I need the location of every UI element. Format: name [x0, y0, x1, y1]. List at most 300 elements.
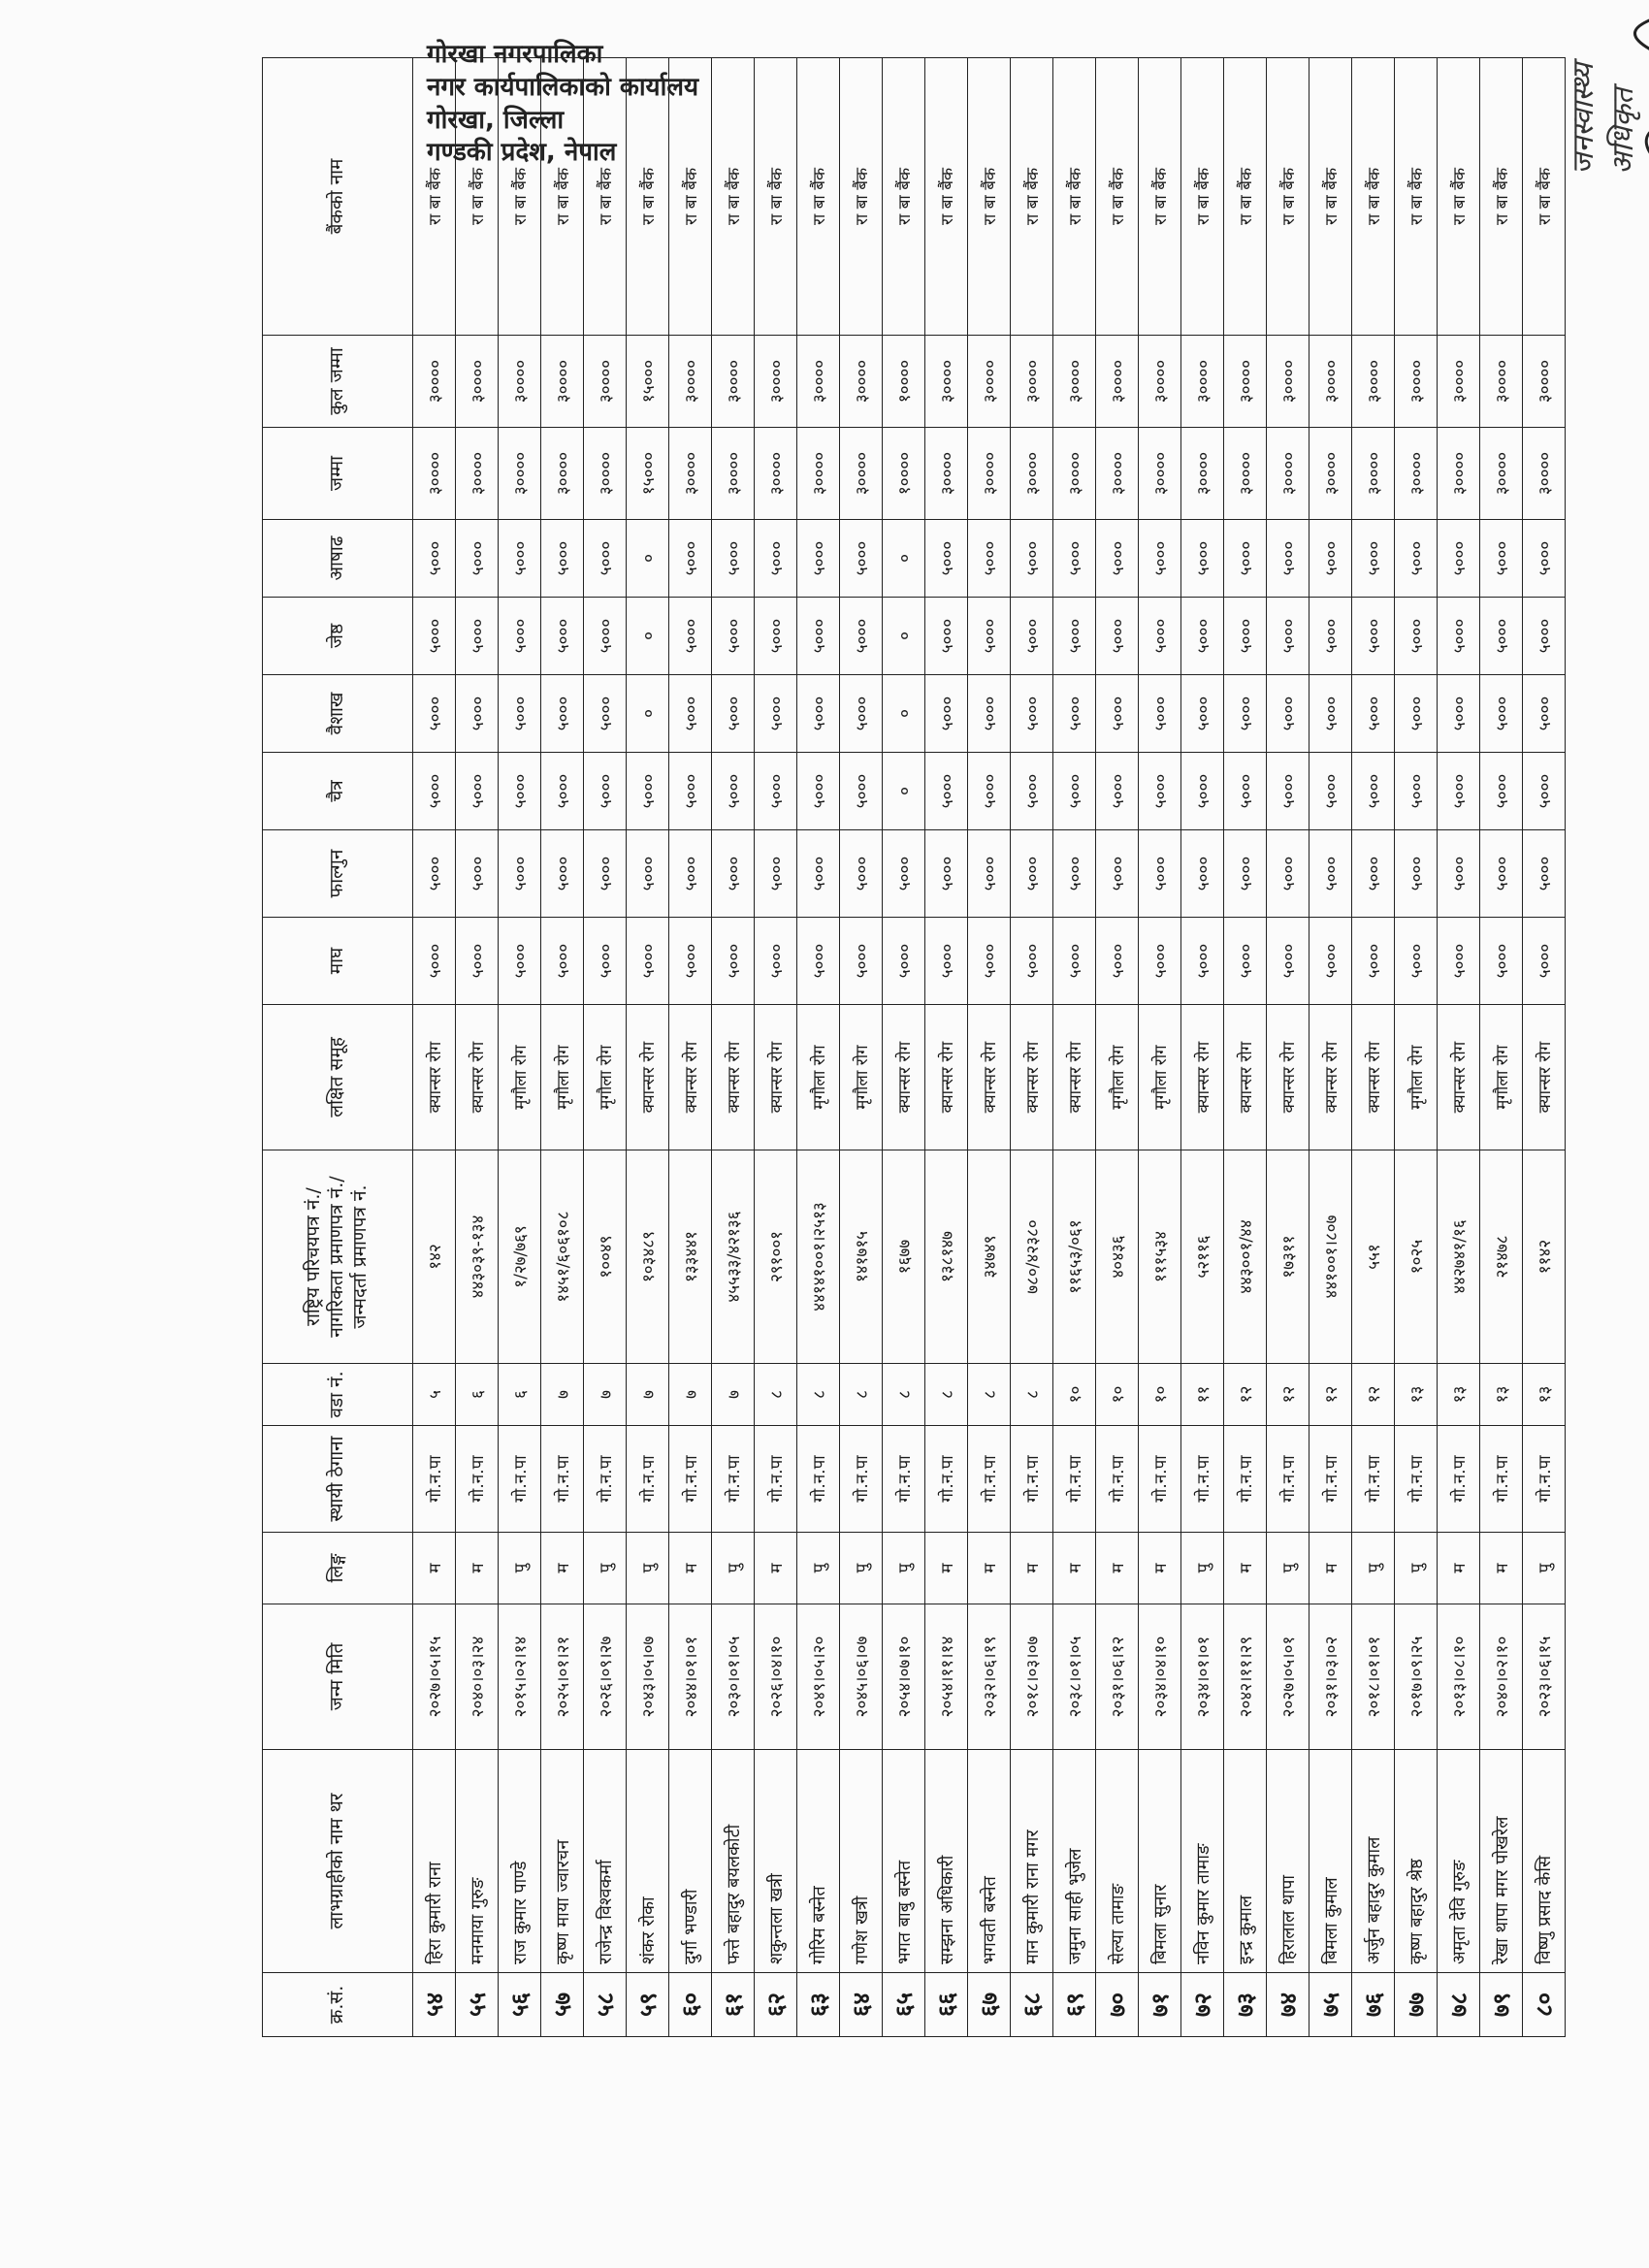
table-cell: ५०००	[968, 830, 1011, 918]
table-cell: ५०००	[1480, 830, 1523, 918]
table-cell: ५०००	[413, 753, 456, 830]
table-cell: ५०००	[1480, 520, 1523, 598]
table-row	[755, 58, 797, 2037]
table-cell: २०१५।०२।१४	[499, 1604, 541, 1750]
table-cell: १४२	[413, 1150, 456, 1364]
table-cell: क्यान्सर रोग	[883, 1005, 925, 1150]
column-header: चैत्र	[263, 753, 413, 830]
table-row	[669, 58, 712, 2037]
table-cell: ५०००	[1096, 598, 1139, 675]
table-cell: ६२	[755, 1973, 797, 2037]
table-header-row	[263, 58, 413, 2037]
table-cell: ५०००	[1438, 753, 1480, 830]
table-cell: दुर्गा भण्डारी	[669, 1750, 712, 1973]
table-cell: ३००००	[456, 428, 499, 520]
table-cell: ८	[1011, 1364, 1053, 1426]
table-cell: १/२७/७६९	[499, 1150, 541, 1364]
table-cell: फत्ते बहादुर बयलकोटी	[712, 1750, 755, 1973]
table-cell: ४४१००१।८०७	[1310, 1150, 1352, 1364]
table-cell: ३००००	[797, 336, 840, 428]
table-cell: ५०००	[1438, 598, 1480, 675]
table-cell: ५०००	[499, 675, 541, 753]
table-cell: मृगौला रोग	[499, 1005, 541, 1150]
table-cell: म	[1224, 1533, 1267, 1604]
table-cell: ५०००	[541, 753, 584, 830]
table-cell: रा बा बैंक	[627, 58, 669, 336]
table-cell: ३००००	[1352, 428, 1395, 520]
table-cell: ३००००	[712, 428, 755, 520]
table-row	[541, 58, 584, 2037]
table-cell: क्यान्सर रोग	[1310, 1005, 1352, 1150]
column-header: लाभग्राहीको नाम थर	[263, 1750, 413, 1973]
table-cell: म	[1438, 1533, 1480, 1604]
column-header: राष्ट्रिय परिचयपत्र नं./नागरिकता प्रमाणपत्र नं./जन्मदर्ता प्रमाणपत्र नं.	[263, 1150, 413, 1364]
table-cell: ७४	[1267, 1973, 1310, 2037]
table-cell: ५०००	[755, 918, 797, 1005]
table-cell: रा बा बैंक	[1480, 58, 1523, 336]
table-cell: गो.न.पा	[883, 1426, 925, 1533]
table-cell: ५०००	[1438, 675, 1480, 753]
table-cell: २०३२।०६।१९	[968, 1604, 1011, 1750]
table-cell: २०२३।०६।१५	[1523, 1604, 1566, 1750]
table-cell: रा बा बैंक	[1139, 58, 1181, 336]
table-cell: ७	[541, 1364, 584, 1426]
table-cell: ५०००	[499, 918, 541, 1005]
table-cell: ३००००	[925, 336, 968, 428]
table-cell: २०२५।०१।२१	[541, 1604, 584, 1750]
table-row	[627, 58, 669, 2037]
table-cell: रा बा बैंक	[1224, 58, 1267, 336]
table-cell: ५०००	[1181, 520, 1224, 598]
table-cell: पु	[840, 1533, 883, 1604]
table-cell: ५०००	[797, 520, 840, 598]
table-cell: हिरा कुमारी राना	[413, 1750, 456, 1973]
table-cell: मान कुमारी राना मगर	[1011, 1750, 1053, 1973]
table-cell: ५०००	[1096, 520, 1139, 598]
table-cell: ५०००	[925, 753, 968, 830]
table-cell: १००००	[883, 428, 925, 520]
column-header: फाल्गुन	[263, 830, 413, 918]
table-row	[456, 58, 499, 2037]
table-cell: ५०००	[755, 520, 797, 598]
table-cell: गो.न.पा	[1310, 1426, 1352, 1533]
table-cell: ५०००	[1480, 753, 1523, 830]
table-cell: ६	[456, 1364, 499, 1426]
column-header: लक्षित समूह	[263, 1005, 413, 1150]
table-cell: क्यान्सर रोग	[413, 1005, 456, 1150]
table-cell: विष्णु प्रसाद केसि	[1523, 1750, 1566, 1973]
table-row	[1053, 58, 1096, 2037]
table-cell: रा बा बैंक	[1181, 58, 1224, 336]
table-cell: ५०००	[413, 598, 456, 675]
table-cell: सम्झना अधिकारी	[925, 1750, 968, 1973]
table-cell: ५०००	[1395, 675, 1438, 753]
table-cell: म	[968, 1533, 1011, 1604]
table-cell: ३००००	[1181, 336, 1224, 428]
table-cell: ७	[627, 1364, 669, 1426]
table-cell: रा बा बैंक	[968, 58, 1011, 336]
table-cell: ७	[669, 1364, 712, 1426]
table-cell: मनमाया गुरुङ	[456, 1750, 499, 1973]
column-header: स्थायी ठेगाना	[263, 1426, 413, 1533]
table-row	[1395, 58, 1438, 2037]
table-cell: २०४९।०५।२०	[797, 1604, 840, 1750]
table-cell: १७३११	[1267, 1150, 1310, 1364]
table-cell: ५०००	[840, 675, 883, 753]
table-cell: २०१८।०१।०१	[1352, 1604, 1395, 1750]
table-cell: ६९	[1053, 1973, 1096, 2037]
table-cell: रा बा बैंक	[456, 58, 499, 336]
table-cell: १०२५	[1395, 1150, 1438, 1364]
table-cell: ७३	[1224, 1973, 1267, 2037]
table-cell: ५०००	[1053, 830, 1096, 918]
table-cell: ३००००	[669, 428, 712, 520]
table-cell: गो.न.पा	[755, 1426, 797, 1533]
table-cell: रा बा बैंक	[883, 58, 925, 336]
table-cell: १११५३४	[1139, 1150, 1181, 1364]
table-cell: भगवती बस्नेत	[968, 1750, 1011, 1973]
table-cell: पु	[883, 1533, 925, 1604]
column-header: कुल जम्मा	[263, 336, 413, 428]
table-cell: ११४२	[1523, 1150, 1566, 1364]
table-cell: ५०००	[1053, 520, 1096, 598]
table-cell: ३००००	[584, 428, 627, 520]
table-cell: रा बा बैंक	[1267, 58, 1310, 336]
table-cell: ५०००	[797, 918, 840, 1005]
table-cell: ५०००	[1438, 918, 1480, 1005]
table-cell: ७८०/४२३८०	[1011, 1150, 1053, 1364]
table-cell: क्यान्सर रोग	[1523, 1005, 1566, 1150]
table-cell: २०२७।०५।१५	[413, 1604, 456, 1750]
table-cell: ५०००	[413, 675, 456, 753]
table-cell: ५०००	[1181, 598, 1224, 675]
table-cell: ५०००	[1523, 520, 1566, 598]
table-cell: ५०००	[968, 918, 1011, 1005]
table-cell: १२	[1224, 1364, 1267, 1426]
table-cell: ७	[584, 1364, 627, 1426]
table-cell: ३००००	[755, 428, 797, 520]
table-cell: रा बा बैंक	[584, 58, 627, 336]
table-cell: ५०००	[1181, 753, 1224, 830]
table-cell: ५०००	[1139, 918, 1181, 1005]
table-cell: क्यान्सर रोग	[925, 1005, 968, 1150]
table-cell: ५०००	[1523, 753, 1566, 830]
table-cell: ३००००	[797, 428, 840, 520]
table-cell: रा बा बैंक	[797, 58, 840, 336]
table-cell: गो.न.पा	[669, 1426, 712, 1533]
table-cell: ५०००	[584, 675, 627, 753]
table-cell: ३००००	[1139, 428, 1181, 520]
table-cell: ७७	[1395, 1973, 1438, 2037]
table-cell: ५४	[413, 1973, 456, 2037]
table-cell: गो.न.पा	[1438, 1426, 1480, 1533]
table-cell: ५०००	[1352, 753, 1395, 830]
table-cell: पु	[1352, 1533, 1395, 1604]
table-cell: शंकर रोका	[627, 1750, 669, 1973]
table-cell: ५०००	[883, 830, 925, 918]
table-cell: गो.न.पा	[1267, 1426, 1310, 1533]
table-row	[883, 58, 925, 2037]
table-cell: १००४९	[584, 1150, 627, 1364]
table-cell: रा बा बैंक	[1438, 58, 1480, 336]
table-cell: ५०००	[456, 520, 499, 598]
table-cell: ०	[627, 520, 669, 598]
table-cell: रा बा बैंक	[1053, 58, 1096, 336]
approver-stamp: जनस्वास्थ्य अधिकृत	[1567, 62, 1640, 175]
table-cell: ६०	[669, 1973, 712, 2037]
table-row	[1352, 58, 1395, 2037]
table-cell: १००००	[883, 336, 925, 428]
table-cell: १६७७	[883, 1150, 925, 1364]
table-cell: ५०००	[456, 598, 499, 675]
table-cell: क्यान्सर रोग	[1438, 1005, 1480, 1150]
table-cell: ५०००	[1053, 598, 1096, 675]
table-cell: ५०००	[1267, 918, 1310, 1005]
table-cell: ३००००	[1224, 336, 1267, 428]
table-cell: ८	[968, 1364, 1011, 1426]
office-stamp-line: गोरखा नगरपालिका	[427, 40, 603, 69]
table-cell: ३००००	[1480, 336, 1523, 428]
table-cell: २०१८।०३।०७	[1011, 1604, 1053, 1750]
table-row	[1011, 58, 1053, 2037]
table-cell: ५०००	[925, 598, 968, 675]
table-cell: ५०००	[1310, 918, 1352, 1005]
table-cell: ६४	[840, 1973, 883, 2037]
table-cell: ८	[925, 1364, 968, 1426]
table-cell: २०४५।०६।०७	[840, 1604, 883, 1750]
table-cell: ३००००	[499, 428, 541, 520]
column-header: वैशाख	[263, 675, 413, 753]
table-cell: ५०००	[712, 830, 755, 918]
table-cell: शकुन्तला खत्री	[755, 1750, 797, 1973]
table-cell: मृगौला रोग	[1480, 1005, 1523, 1150]
table-cell: इन्द्र कुमाल	[1224, 1750, 1267, 1973]
table-cell: २०२७।०५।०१	[1267, 1604, 1310, 1750]
table-cell: ५०००	[627, 830, 669, 918]
table-cell: ३००००	[968, 336, 1011, 428]
table-cell: रा बा बैंक	[1011, 58, 1053, 336]
table-cell: ५०००	[1139, 520, 1181, 598]
table-cell: ५०००	[1224, 520, 1267, 598]
table-cell: गो.न.पा	[797, 1426, 840, 1533]
table-cell: ५०००	[1011, 918, 1053, 1005]
table-cell: ३००००	[925, 428, 968, 520]
table-cell: ०	[627, 675, 669, 753]
table-cell: ०	[883, 675, 925, 753]
table-cell: रेखा थापा मगर पोखरेल	[1480, 1750, 1523, 1973]
table-cell: २०४३।०५।०७	[627, 1604, 669, 1750]
table-cell: ५०००	[499, 598, 541, 675]
table-cell: गणेश खत्री	[840, 1750, 883, 1973]
table-cell: ५०००	[541, 830, 584, 918]
table-cell: पु	[1395, 1533, 1438, 1604]
table-cell: रा बा बैंक	[1096, 58, 1139, 336]
table-cell: ५०००	[840, 753, 883, 830]
table-cell: ५०००	[755, 675, 797, 753]
table-cell: २०२६।०४।१०	[755, 1604, 797, 1750]
table-cell: ३००००	[584, 336, 627, 428]
table-cell: म	[925, 1533, 968, 1604]
office-stamp	[427, 39, 718, 170]
table-cell: ५०००	[840, 830, 883, 918]
table-cell: क्यान्सर रोग	[755, 1005, 797, 1150]
table-cell: ५०००	[456, 830, 499, 918]
table-cell: ५०००	[755, 830, 797, 918]
table-cell: ३००००	[1480, 428, 1523, 520]
table-cell: २०२६।०९।२७	[584, 1604, 627, 1750]
table-cell: १३	[1395, 1364, 1438, 1426]
table-cell: २०३०।०१।०५	[712, 1604, 755, 1750]
table-cell: ५०००	[1438, 830, 1480, 918]
table-cell: ११	[1181, 1364, 1224, 1426]
table-cell: रा बा बैंक	[1395, 58, 1438, 336]
table-cell: क्यान्सर रोग	[1011, 1005, 1053, 1150]
table-cell: ५०००	[840, 520, 883, 598]
table-cell: मृगौला रोग	[1096, 1005, 1139, 1150]
table-cell: ५०००	[541, 675, 584, 753]
table-cell: ३००००	[1523, 428, 1566, 520]
table-cell: १३३४४१	[669, 1150, 712, 1364]
table-cell: क्यान्सर रोग	[1053, 1005, 1096, 1150]
table-cell: ७१	[1139, 1973, 1181, 2037]
table-cell: ५०००	[712, 753, 755, 830]
table-cell: ५०००	[413, 520, 456, 598]
table-cell: रा बा बैंक	[755, 58, 797, 336]
table-cell: ७९	[1480, 1973, 1523, 2037]
table-cell: रा बा बैंक	[925, 58, 968, 336]
table-cell: ८	[797, 1364, 840, 1426]
table-cell: ५०००	[968, 753, 1011, 830]
table-cell: पु	[797, 1533, 840, 1604]
table-cell: गो.न.पा	[925, 1426, 968, 1533]
table-cell: ५०००	[755, 598, 797, 675]
table-cell: ६७	[968, 1973, 1011, 2037]
table-cell: गोरिम बस्नेत	[797, 1750, 840, 1973]
table-cell: ३००००	[840, 428, 883, 520]
table-cell: ६	[499, 1364, 541, 1426]
column-header: जम्मा	[263, 428, 413, 520]
table-cell: ५०००	[1224, 675, 1267, 753]
table-cell: ४५५३३/४२१३६	[712, 1150, 755, 1364]
table-cell: ५०००	[1139, 753, 1181, 830]
table-cell: ५०००	[1523, 675, 1566, 753]
table-cell: १०	[1139, 1364, 1181, 1426]
table-cell: ५०००	[499, 520, 541, 598]
table-cell: क्यान्सर रोग	[712, 1005, 755, 1150]
table-cell: ३००००	[413, 428, 456, 520]
table-cell: ५०००	[1224, 598, 1267, 675]
table-cell: ६१	[712, 1973, 755, 2037]
table-cell: २०४०।०३।२४	[456, 1604, 499, 1750]
table-cell: १२	[1267, 1364, 1310, 1426]
table-cell: ५०००	[1352, 830, 1395, 918]
beneficiary-table	[262, 57, 1566, 2037]
table-cell: ५०००	[541, 598, 584, 675]
table-cell: नविन कुमार तामाङ	[1181, 1750, 1224, 1973]
table-cell: क्यान्सर रोग	[627, 1005, 669, 1150]
table-cell: ०	[627, 598, 669, 675]
table-cell: २०५४।०७।१०	[883, 1604, 925, 1750]
table-cell: १४१७१५	[840, 1150, 883, 1364]
table-cell: ८	[883, 1364, 925, 1426]
table-cell: ५०००	[456, 918, 499, 1005]
table-cell: गो.न.पा	[1352, 1426, 1395, 1533]
table-cell: जमुना साही भुजेल	[1053, 1750, 1096, 1973]
office-stamp-line: नगर कार्यपालिकाको कार्यालय	[427, 72, 699, 102]
table-cell: १०३४८९	[627, 1150, 669, 1364]
table-cell: मृगौला रोग	[1395, 1005, 1438, 1150]
table-cell: १५०००	[627, 428, 669, 520]
table-cell: म	[1096, 1533, 1139, 1604]
table-cell: ८	[840, 1364, 883, 1426]
table-cell: पु	[584, 1533, 627, 1604]
table-cell: रा बा बैंक	[669, 58, 712, 336]
table-cell: ४४२७४१/१६	[1438, 1150, 1480, 1364]
table-cell: ७५	[1310, 1973, 1352, 2037]
table-cell: ५०००	[968, 598, 1011, 675]
table-cell: २०४४।०१।०१	[669, 1604, 712, 1750]
table-row	[1523, 58, 1566, 2037]
table-cell: ५०००	[456, 675, 499, 753]
table-cell: ५०००	[669, 753, 712, 830]
table-row	[925, 58, 968, 2037]
table-cell: गो.न.पा	[1224, 1426, 1267, 1533]
column-header: क्र.सं.	[263, 1973, 413, 2037]
table-row	[1096, 58, 1139, 2037]
table-row	[1224, 58, 1267, 2037]
table-cell: ३००००	[968, 428, 1011, 520]
table-cell: रा बा बैंक	[413, 58, 456, 336]
table-cell: ५०००	[1480, 918, 1523, 1005]
table-cell: ५०००	[1480, 675, 1523, 753]
table-cell: ५०००	[1352, 675, 1395, 753]
table-cell: म	[541, 1533, 584, 1604]
table-cell: गो.न.पा	[627, 1426, 669, 1533]
table-cell: क्यान्सर रोग	[1181, 1005, 1224, 1150]
table-cell: ६५	[883, 1973, 925, 2037]
table-cell: ५०००	[1267, 675, 1310, 753]
table-cell: ५०००	[840, 598, 883, 675]
table-cell: ५०००	[712, 918, 755, 1005]
table-cell: रा बा बैंक	[1352, 58, 1395, 336]
table-cell: २०३८।०१।०५	[1053, 1604, 1096, 1750]
table-cell: ५०००	[584, 830, 627, 918]
table-cell: राजेन्द्र विश्वकर्मा	[584, 1750, 627, 1973]
table-cell: हिरालाल थापा	[1267, 1750, 1310, 1973]
table-cell: ३००००	[712, 336, 755, 428]
table-row	[840, 58, 883, 2037]
table-cell: ३००००	[1395, 428, 1438, 520]
table-cell: ५०००	[669, 598, 712, 675]
table-cell: गो.न.पा	[1053, 1426, 1096, 1533]
table-cell: गो.न.पा	[1523, 1426, 1566, 1533]
table-cell: ५०००	[1523, 598, 1566, 675]
column-header: बैंकको नाम	[263, 58, 413, 336]
table-cell: ५६	[499, 1973, 541, 2037]
table-cell: ५०००	[1053, 753, 1096, 830]
table-cell: भगत बाबु बस्नेत	[883, 1750, 925, 1973]
table-row	[1310, 58, 1352, 2037]
office-stamp-line: गोरखा, जिल्ला	[427, 105, 565, 135]
table-cell: ५०००	[1011, 598, 1053, 675]
table-cell: गो.न.पा	[1139, 1426, 1181, 1533]
table-cell: गो.न.पा	[541, 1426, 584, 1533]
table-cell: १४५१/६०६१०८	[541, 1150, 584, 1364]
table-cell: ५०००	[840, 918, 883, 1005]
table-cell: ६८	[1011, 1973, 1053, 2037]
table-cell: गो.न.पा	[1181, 1426, 1224, 1533]
table-cell: ०	[883, 520, 925, 598]
